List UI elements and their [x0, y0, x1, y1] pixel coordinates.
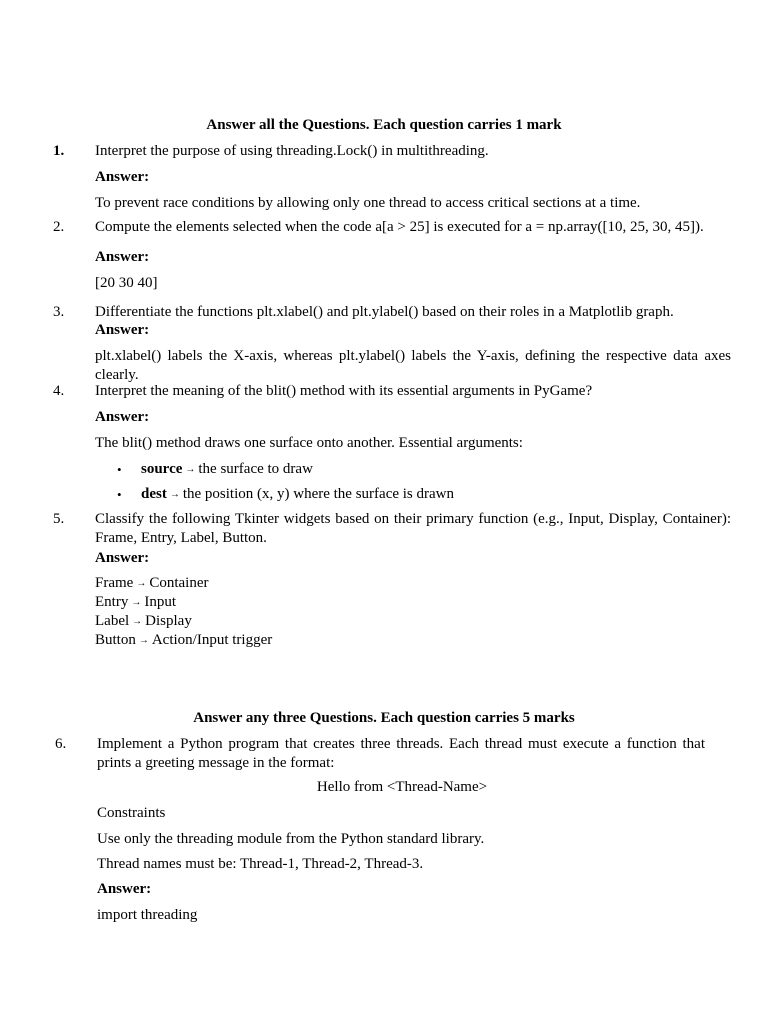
mapping-role: Action/Input trigger — [151, 632, 273, 648]
mapping-widget: Label — [95, 613, 130, 629]
bullet-term: source — [141, 461, 183, 477]
bullet-desc: the surface to draw — [198, 461, 313, 477]
mapping-widget: Button — [95, 632, 136, 648]
constraint-item: Use only the threading module from the Python standard library. — [97, 831, 485, 847]
question-3-answer-label: Answer: — [95, 322, 150, 338]
constraint-item: Thread names must be: Thread-1, Thread-2, Thread-3. — [97, 856, 424, 872]
arrow-icon: → — [132, 616, 143, 627]
question-5-number: 5. — [53, 511, 65, 527]
question-2-number: 2. — [53, 219, 65, 235]
mapping-widget: Entry — [95, 594, 129, 610]
answer-code-line: import threading — [97, 907, 198, 923]
question-6-text: Implement a Python program that creates three threads. Each thread must execute a function that prints a greeting message in the format: — [97, 736, 705, 771]
question-4-number: 4. — [53, 383, 65, 399]
mapping-role: Container — [149, 575, 209, 591]
question-3-number: 3. — [53, 304, 65, 320]
question-2-text: Compute the elements selected when the code a[a > 25] is executed for a = np.array([10, 25, 30, 45]). — [95, 219, 704, 235]
question-6-answer-label: Answer: — [97, 881, 152, 897]
bullet-desc: the position (x, y) where the surface is drawn — [182, 486, 455, 502]
constraints-label: Constraints — [97, 805, 166, 821]
bullet-item — [117, 460, 122, 480]
greeting-format: Hello from <Thread-Name> — [316, 779, 488, 795]
arrow-icon: → — [138, 635, 149, 646]
bullet-item — [117, 485, 122, 505]
arrow-icon: → — [185, 464, 196, 475]
bullet-icon: • — [117, 462, 122, 477]
arrow-icon: → — [131, 597, 142, 608]
bullet-dest — [141, 485, 454, 505]
mapping-row — [95, 593, 176, 613]
arrow-icon: → — [169, 489, 180, 500]
mapping-row — [95, 574, 208, 594]
question-1-text: Interpret the purpose of using threading.Lock() in multithreading. — [95, 143, 489, 159]
arrow-icon: → — [136, 578, 147, 589]
question-3-text: Differentiate the functions plt.xlabel() and plt.ylabel() based on their roles in a Matplotlib graph. — [95, 304, 674, 320]
question-5-answer-label: Answer: — [95, 550, 150, 566]
section-2-heading: Answer any three Questions. Each question carries 5 marks — [193, 710, 575, 726]
question-3-answer: plt.xlabel() labels the X-axis, whereas plt.ylabel() labels the Y-axis, defining the respective data axes clearly. — [95, 348, 731, 383]
question-4-answer: The blit() method draws one surface onto another. Essential arguments: — [95, 435, 523, 451]
question-2-answer: [20 30 40] — [95, 275, 158, 291]
mapping-row — [95, 631, 272, 651]
question-6-number: 6. — [55, 736, 67, 752]
question-1-answer: To prevent race conditions by allowing only one thread to access critical sections at a time. — [95, 195, 641, 211]
section-1-heading: Answer all the Questions. Each question carries 1 mark — [206, 117, 562, 133]
mapping-role: Display — [145, 613, 192, 629]
question-1-answer-label: Answer: — [95, 169, 150, 185]
question-1-number: 1. — [53, 143, 65, 159]
question-4-answer-label: Answer: — [95, 409, 150, 425]
mapping-role: Input — [144, 594, 176, 610]
question-5-text: Classify the following Tkinter widgets based on their primary function (e.g., Input, Display, Container): Frame, Entry, Label, Button. — [95, 511, 731, 546]
bullet-source — [141, 460, 313, 480]
bullet-term: dest — [141, 486, 167, 502]
question-4-text: Interpret the meaning of the blit() method with its essential arguments in PyGame? — [95, 383, 593, 399]
question-2-answer-label: Answer: — [95, 249, 150, 265]
mapping-widget: Frame — [95, 575, 134, 591]
bullet-icon: • — [117, 487, 122, 502]
mapping-row — [95, 612, 192, 632]
